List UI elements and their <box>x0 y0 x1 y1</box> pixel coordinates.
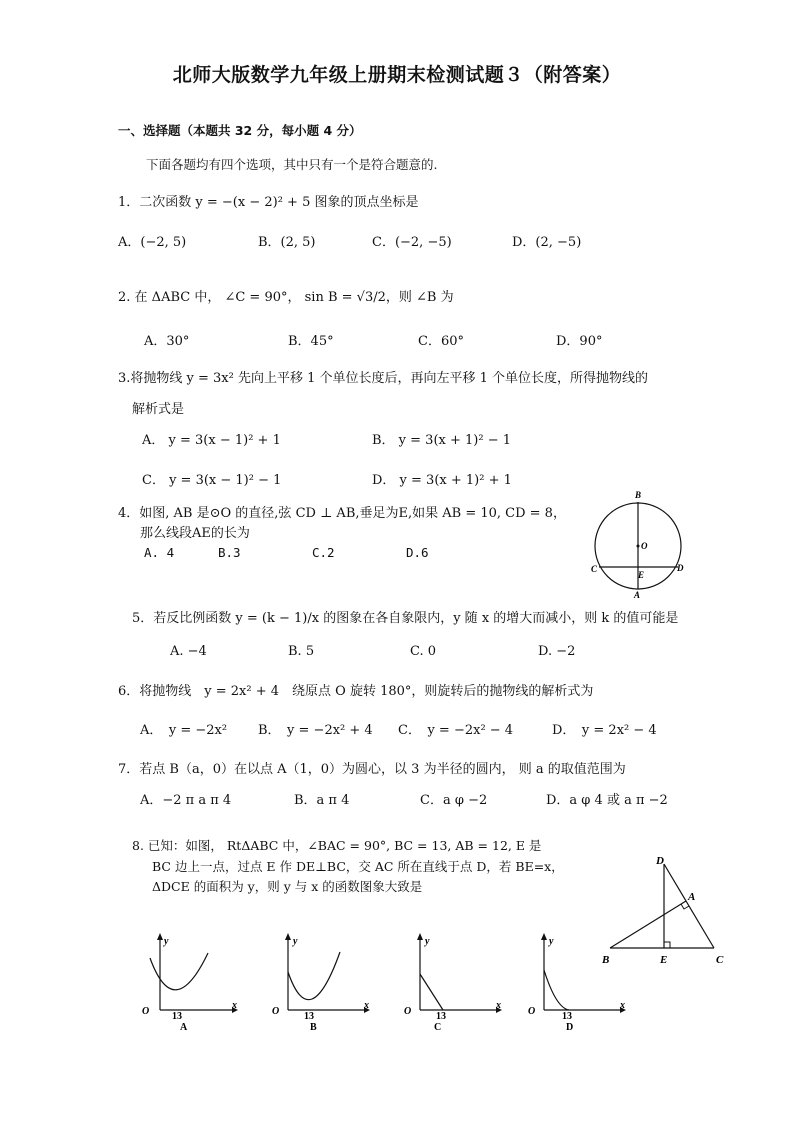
label-a: A <box>634 590 641 600</box>
svg-text:y: y <box>425 936 430 947</box>
question-stem: 如图, AB 是⊙O 的直径,弦 CD ⊥ AB,垂足为E,如果 AB = 10, CD = 8， <box>139 506 566 521</box>
question-number: 4． <box>118 506 140 521</box>
option-7c[interactable]: C．a φ −2 <box>420 793 488 808</box>
svg-text:O: O <box>142 1006 150 1017</box>
graph-letter-c: C <box>434 1022 442 1033</box>
question-8 <box>132 836 541 854</box>
option-3d[interactable]: D． y = 3(x + 1)² + 1 <box>372 473 512 488</box>
center-point <box>637 545 640 548</box>
option-7b[interactable]: B．a π 4 <box>294 793 350 808</box>
option-1d[interactable]: D．(2, −5) <box>512 235 582 250</box>
graph-c[interactable] <box>396 928 508 1034</box>
line-segment <box>420 974 443 1010</box>
option-2b[interactable]: B．45° <box>288 334 334 349</box>
question-stem: 若点 B（a，0）在以点 A（1，0）为圆心，以 3 为半径的圆内， 则 a 的取值范围为 <box>139 762 626 777</box>
svg-text:x: x <box>620 1000 625 1011</box>
graph-letter-d: D <box>566 1022 574 1033</box>
svg-text:y: y <box>164 936 169 947</box>
option-7d[interactable]: D．a φ 4 或 a π −2 <box>546 793 668 808</box>
option-4b[interactable]: B.3 <box>218 545 241 560</box>
option-7a[interactable]: A．−2 π a π 4 <box>140 793 232 808</box>
section-instruction: 下面各题均有四个选项，其中只有一个是符合题意的. <box>146 157 438 172</box>
svg-text:13: 13 <box>304 1011 314 1022</box>
graph-letter-a: A <box>180 1022 188 1033</box>
svg-text:x: x <box>232 1000 237 1011</box>
question-stem: 将抛物线 y = 3x² 先向上平移 1 个单位长度后，再向左平移 1 个单位长度，所得抛物线的 <box>130 371 649 386</box>
graph-letter-b: B <box>310 1022 317 1033</box>
question-4 <box>118 502 566 521</box>
question-stem: 二次函数 y = −(x − 2)² + 5 图象的顶点坐标是 <box>139 195 419 210</box>
graph-b[interactable] <box>264 928 376 1034</box>
question-3 <box>118 367 648 386</box>
section-heading: 一、选择题（本题共 32 分，每小题 4 分） <box>118 123 362 138</box>
svg-text:13: 13 <box>562 1011 572 1022</box>
label-c: C <box>591 564 598 574</box>
option-3a[interactable]: A． y = 3(x − 1)² + 1 <box>142 433 281 448</box>
svg-text:y: y <box>293 936 298 947</box>
option-2a[interactable]: A．30° <box>144 334 190 349</box>
label-e: E <box>638 570 645 580</box>
q4-circle-figure <box>585 488 695 600</box>
option-3c[interactable]: C． y = 3(x − 1)² − 1 <box>142 473 282 488</box>
label-o: O <box>641 541 648 551</box>
question-stem: 若反比例函数 y = (k − 1)/x 的图象在各自象限内，y 随 x 的增大而减小，则 k 的值可能是 <box>153 611 679 626</box>
option-2c[interactable]: C．60° <box>418 334 464 349</box>
svg-text:y: y <box>549 936 554 947</box>
svg-text:O: O <box>404 1006 412 1017</box>
curve <box>288 952 340 1000</box>
question-stem: 将抛物线 y = 2x² + 4 绕原点 O 旋转 180°，则旋转后的抛物线的解析式为 <box>139 684 594 699</box>
option-1a[interactable]: A．(−2, 5) <box>118 235 187 250</box>
label-d: D <box>677 563 684 573</box>
curve <box>150 953 208 990</box>
option-4c[interactable]: C.2 <box>312 545 335 560</box>
option-1c[interactable]: C．(−2, −5) <box>372 235 452 250</box>
option-6d[interactable]: D． y = 2x² − 4 <box>552 723 657 738</box>
question-number: 7． <box>118 762 140 777</box>
label-c: C <box>716 954 724 966</box>
question-8-line2: BC 边上一点，过点 E 作 DE⊥BC，交 AC 所在直线于点 D，若 BE=x， <box>152 859 564 874</box>
question-4-line2: 那么线段AE的长为 <box>140 526 250 541</box>
question-6 <box>118 680 593 699</box>
option-5c[interactable]: C. 0 <box>410 644 437 659</box>
question-number: 3. <box>118 371 131 386</box>
svg-text:13: 13 <box>172 1011 182 1022</box>
label-b: B <box>635 490 642 500</box>
question-1 <box>118 191 418 210</box>
svg-text:O: O <box>528 1006 536 1017</box>
question-7 <box>118 758 626 777</box>
option-4d[interactable]: D.6 <box>406 545 429 560</box>
curve <box>544 970 569 1010</box>
page-title: 北师大版数学九年级上册期末检测试题３（附答案） <box>172 64 622 86</box>
question-number: 6． <box>118 684 140 699</box>
question-3-line2: 解析式是 <box>132 402 185 417</box>
svg-text:x: x <box>364 1000 369 1011</box>
option-3b[interactable]: B． y = 3(x + 1)² − 1 <box>372 433 512 448</box>
question-stem: 已知：如图， RtΔABC 中，∠BAC = 90°, BC = 13, AB = 12, E 是 <box>147 838 542 853</box>
question-8-line3: ΔDCE 的面积为 y，则 y 与 x 的函数图象大致是 <box>152 879 423 894</box>
option-5b[interactable]: B. 5 <box>288 644 315 659</box>
question-2 <box>118 286 454 305</box>
label-d: D <box>656 855 664 867</box>
option-6a[interactable]: A． y = −2x² <box>140 723 228 738</box>
graph-d[interactable] <box>520 928 632 1034</box>
question-number: 1． <box>118 195 140 210</box>
question-number: 5． <box>132 611 154 626</box>
label-a: A <box>688 891 696 903</box>
graph-a[interactable] <box>132 928 244 1034</box>
option-1b[interactable]: B．(2, 5) <box>258 235 316 250</box>
svg-text:x: x <box>496 1000 501 1011</box>
label-b: B <box>602 954 610 966</box>
svg-text:O: O <box>272 1006 280 1017</box>
option-5d[interactable]: D. −2 <box>538 644 576 659</box>
question-number: 8. <box>132 838 148 853</box>
option-2d[interactable]: D．90° <box>556 334 603 349</box>
question-number: 2. <box>118 290 135 305</box>
label-e: E <box>660 954 668 966</box>
option-5a[interactable]: A. −4 <box>170 644 207 659</box>
option-4a[interactable]: A. 4 <box>144 545 175 560</box>
svg-text:13: 13 <box>436 1011 446 1022</box>
right-angle-e <box>664 942 670 948</box>
option-6b[interactable]: B． y = −2x² + 4 <box>258 723 373 738</box>
question-stem: 在 ΔABC 中， ∠C = 90°， sin B = √3/2，则 ∠B 为 <box>134 290 454 305</box>
question-5 <box>132 607 678 626</box>
option-6c[interactable]: C． y = −2x² − 4 <box>398 723 514 738</box>
